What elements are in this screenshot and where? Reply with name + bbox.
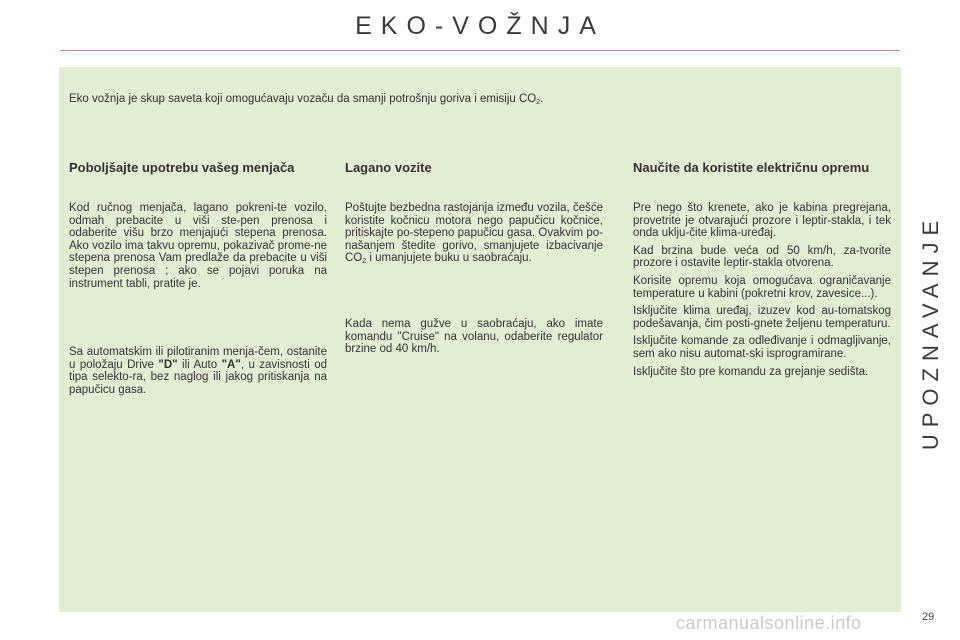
column-heading: Naučite da koristite električnu opremu	[633, 160, 870, 175]
column-paragraph: Kada nema gužve u saobraćaju, ako imate komandu "Cruise" na volanu, odaberite regulator brzine od 40 km/h.	[345, 317, 603, 356]
intro-text: Eko vožnja je skup saveta koji omogućavaju vozaču da smanji potrošnju goriva i emisiju CO	[69, 93, 537, 105]
bold-run: "A"	[221, 358, 241, 371]
column-paragraph: Pre nego što krenete, ako je kabina pregrejana, provetrite je otvarajući prozore i leptir-stakla, i tek onda uklju-čite klima-uređaj.	[633, 202, 891, 240]
column-paragraph: Korisite opremu koja omogućava ograničavanje temperature u kabini (pokretni krov, zavesice...).	[633, 274, 891, 300]
spacer	[69, 290, 327, 346]
column-heading: Poboljšajte upotrebu vašeg menjača	[69, 160, 295, 175]
page-title: EKO-VOŽNJA	[355, 12, 605, 40]
column-paragraph	[69, 346, 327, 396]
subscript: 2	[362, 258, 367, 266]
section-side-label	[916, 202, 946, 462]
column-paragraph: Kod ručnog menjača, lagano pokreni-te vozilo, odmah prebacite u viši ste-pen prenosa i odaberite višu brzo menjajući stepena prenosa. Ako vozilo ima takvu opremu, pokazivač prome-ne stepena prenosa Vam predlaže da prebacite u viši stepen prenosa ; ako se pojavi poruka na instrument tabli, pratite je.	[69, 202, 327, 290]
column-smooth-driving	[345, 160, 603, 356]
text-run: i umanjujete buku u saobraćaju.	[366, 252, 532, 265]
text-run: Poštujte bezbedna rastojanja između vozila, češće koristite kočnicu motora nego papučicu kočnice, pritiskajte po-stepeno papučicu gasa. Ovakvim po-našanjem štedite gorivo, smanjujete izbacivanje CO	[345, 202, 603, 265]
intro-end: .	[540, 93, 544, 105]
text-run: , u zavisnosti od tipa selekto-ra, bez naglog ili jakog pritiskanja na papučicu gasa.	[69, 358, 327, 396]
watermark: carmanualsonline.info	[676, 613, 862, 633]
column-electrical-equipment	[633, 160, 891, 383]
column-paragraph: Isključite što pre komandu za grejanje sedišta.	[633, 365, 869, 378]
page-number: 29	[922, 611, 935, 623]
intro-subscript: 2	[536, 99, 541, 106]
title-divider	[60, 50, 900, 51]
spacer	[345, 269, 603, 318]
column-gearbox	[69, 160, 327, 397]
column-heading: Lagano vozite	[345, 160, 432, 175]
intro-paragraph	[69, 92, 889, 110]
text-run: ili Auto	[177, 358, 222, 371]
column-paragraph	[345, 202, 603, 269]
column-paragraph: Isključite klima uređaj, izuzev kod au-tomatskog podešavanja, čim posti-gnete željenu temperaturu.	[633, 305, 891, 330]
section-side-label-text: UPOZNAVANJE	[918, 213, 944, 451]
bold-run: "D"	[158, 358, 178, 371]
text-run: Sa automatskim ili pilotiranim menja-čem, ostanite u položaju Drive	[69, 346, 327, 371]
column-paragraph: Kad brzina bude veća od 50 km/h, za-tvorite prozore i ostavite leptir-stakla otvorena.	[633, 244, 891, 270]
column-paragraph: Isključite komande za odleđivanje i odmagljivanje, sem ako nisu automat-ski isprogramirane.	[633, 335, 891, 360]
